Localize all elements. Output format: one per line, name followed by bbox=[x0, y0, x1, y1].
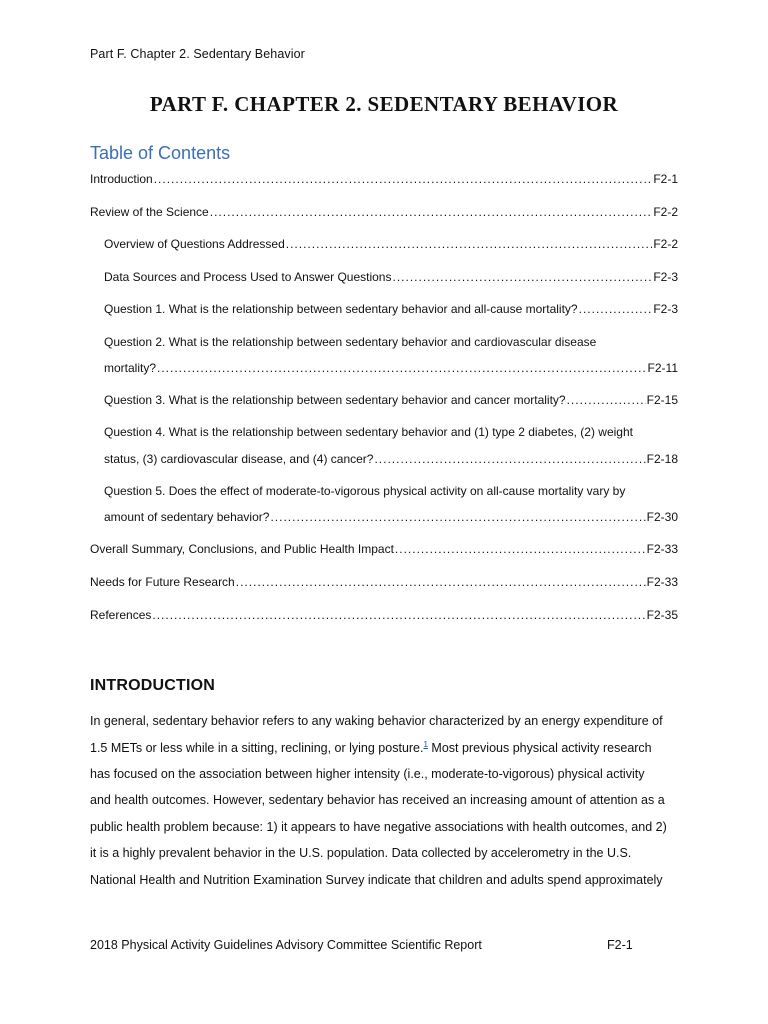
body-line: has focused on the association between higher intensity (i.e., moderate-to-vigorous) physical activity bbox=[90, 767, 645, 781]
toc-leader-dots bbox=[210, 203, 653, 221]
toc-leader-dots bbox=[236, 573, 646, 591]
toc-entry-question-2-line1[interactable]: Question 2. What is the relationship between sedentary behavior and cardiovascular disease bbox=[104, 335, 597, 349]
toc-entry-question-4[interactable] bbox=[104, 450, 678, 468]
toc-leader-dots bbox=[157, 359, 647, 377]
toc-entry-text: Question 1. What is the relationship between sedentary behavior and all-cause mortality? bbox=[104, 302, 578, 316]
footer-page-number: F2-1 bbox=[607, 938, 633, 952]
toc-entry-review-of-science[interactable] bbox=[90, 203, 678, 221]
toc-page-number: F2-1 bbox=[653, 172, 678, 186]
toc-entry-question-2[interactable] bbox=[104, 359, 678, 377]
toc-entry-text: mortality? bbox=[104, 361, 157, 375]
toc-page-number: F2-33 bbox=[646, 575, 678, 589]
toc-entry-text: amount of sedentary behavior? bbox=[104, 510, 270, 524]
toc-page-number: F2-35 bbox=[646, 608, 678, 622]
body-line: National Health and Nutrition Examination Survey indicate that children and adults spend approximately bbox=[90, 873, 663, 887]
toc-page-number: F2-15 bbox=[646, 393, 678, 407]
toc-page-number: F2-2 bbox=[653, 205, 678, 219]
body-line-tail: Most previous physical activity research bbox=[427, 741, 652, 755]
toc-entry-question-1[interactable] bbox=[104, 300, 678, 318]
toc-page-number: F2-11 bbox=[647, 361, 678, 375]
body-line: In general, sedentary behavior refers to any waking behavior characterized by an energy expenditure of bbox=[90, 714, 663, 728]
toc-entry-question-4-line1[interactable]: Question 4. What is the relationship between sedentary behavior and (1) type 2 diabetes, (2) weight bbox=[104, 425, 633, 439]
chapter-title: PART F. CHAPTER 2. SEDENTARY BEHAVIOR bbox=[149, 92, 619, 116]
footer-report-title: 2018 Physical Activity Guidelines Advisory Committee Scientific Report bbox=[90, 938, 482, 952]
toc-entry-overall-summary[interactable] bbox=[90, 540, 678, 558]
toc-page-number: F2-18 bbox=[646, 452, 678, 466]
toc-entry-question-5[interactable] bbox=[104, 508, 678, 526]
toc-page-number: F2-33 bbox=[646, 542, 678, 556]
toc-leader-dots bbox=[154, 170, 653, 188]
toc-page-number: F2-3 bbox=[653, 270, 678, 284]
toc-entry-future-research[interactable] bbox=[90, 573, 678, 591]
toc-leader-dots bbox=[392, 268, 652, 286]
toc-leader-dots bbox=[374, 450, 645, 468]
toc-leader-dots bbox=[567, 391, 646, 409]
toc-heading: Table of Contents bbox=[90, 143, 231, 163]
body-line: and health outcomes. However, sedentary behavior has received an increasing amount of attention as a bbox=[90, 793, 665, 807]
toc-entry-text: status, (3) cardiovascular disease, and (4) cancer? bbox=[104, 452, 374, 466]
toc-entry-text: Overview of Questions Addressed bbox=[104, 237, 285, 251]
body-line bbox=[90, 739, 652, 757]
toc-entry-introduction[interactable] bbox=[90, 170, 678, 188]
toc-page-number: F2-3 bbox=[653, 302, 678, 316]
toc-entry-text: Review of the Science bbox=[90, 205, 209, 219]
body-line-text: 1.5 METs or less while in a sitting, reclining, or lying posture. bbox=[90, 741, 424, 755]
toc-entry-text: Question 3. What is the relationship between sedentary behavior and cancer mortality? bbox=[104, 393, 566, 407]
body-line: it is a highly prevalent behavior in the U.S. population. Data collected by accelerometry in the U.S. bbox=[90, 846, 632, 860]
toc-entry-question-3[interactable] bbox=[104, 391, 678, 409]
toc-entry-text: Needs for Future Research bbox=[90, 575, 235, 589]
toc-entry-text: Introduction bbox=[90, 172, 153, 186]
toc-entry-text: Overall Summary, Conclusions, and Public Health Impact bbox=[90, 542, 394, 556]
body-line: public health problem because: 1) it appears to have negative associations with health outcomes, and 2) bbox=[90, 820, 667, 834]
toc-leader-dots bbox=[152, 606, 645, 624]
toc-leader-dots bbox=[395, 540, 646, 558]
toc-leader-dots bbox=[286, 235, 653, 253]
toc-leader-dots bbox=[579, 300, 653, 318]
toc-entry-question-5-line1[interactable]: Question 5. Does the effect of moderate-to-vigorous physical activity on all-cause mortality vary by bbox=[104, 484, 626, 498]
toc-entry-references[interactable] bbox=[90, 606, 678, 624]
toc-page-number: F2-30 bbox=[646, 510, 678, 524]
toc-leader-dots bbox=[270, 508, 645, 526]
toc-entry-overview-questions[interactable] bbox=[104, 235, 678, 253]
toc-page-number: F2-2 bbox=[653, 237, 678, 251]
toc-entry-text: Data Sources and Process Used to Answer Questions bbox=[104, 270, 392, 284]
introduction-heading: INTRODUCTION bbox=[90, 677, 216, 694]
running-header: Part F. Chapter 2. Sedentary Behavior bbox=[90, 47, 305, 61]
toc-entry-text: References bbox=[90, 608, 152, 622]
footnote-reference-link[interactable]: 1 bbox=[423, 740, 428, 749]
toc-entry-data-sources[interactable] bbox=[104, 268, 678, 286]
